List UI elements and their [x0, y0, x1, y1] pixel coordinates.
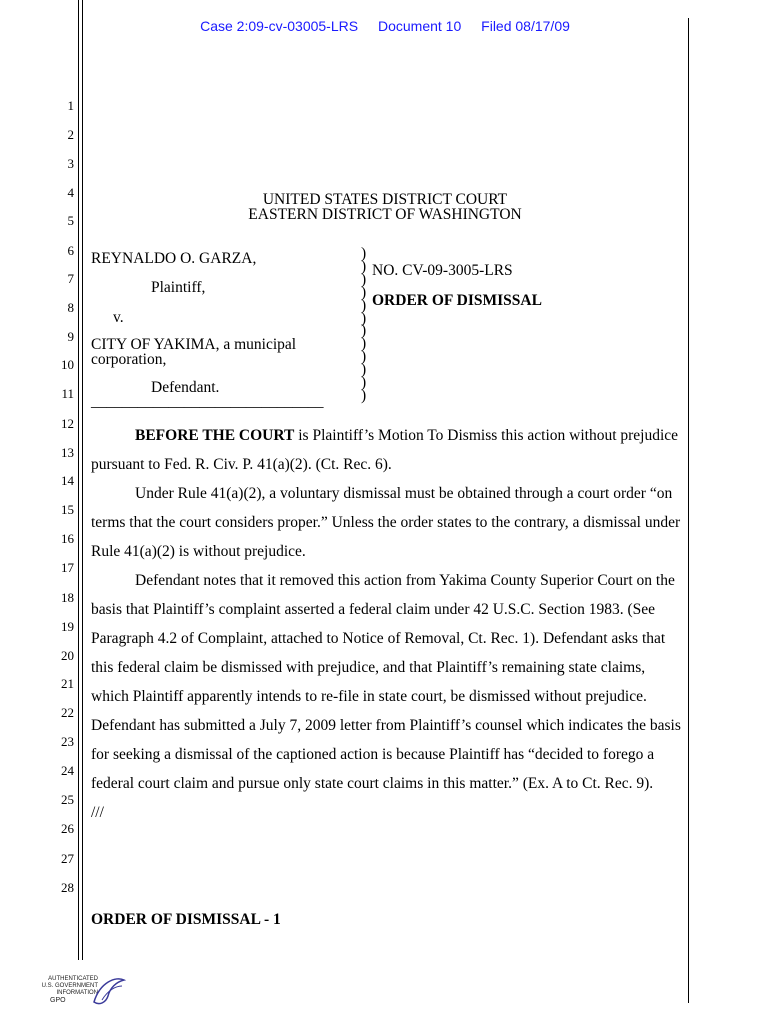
- gpo-line-2: U.S. GOVERNMENT: [41, 983, 98, 989]
- court-district: EASTERN DISTRICT OF WASHINGTON: [248, 206, 522, 223]
- line-number: 11: [61, 386, 74, 401]
- continuation-mark: ///: [91, 804, 104, 821]
- footer-title: ORDER OF DISMISSAL - 1: [91, 911, 281, 928]
- document-number-stamp: Document 10: [377, 18, 462, 34]
- plaintiff-name: REYNALDO O. GARZA,: [91, 250, 257, 267]
- gpo-eagle-icon: [88, 972, 128, 1012]
- line-number: 12: [61, 416, 74, 431]
- caption-paren: ): [361, 386, 367, 404]
- case-number-stamp: Case 2:09-cv-03005-LRS: [200, 18, 359, 34]
- line-number: 14: [61, 473, 74, 488]
- paragraph-1-lead: BEFORE THE COURT: [135, 427, 295, 444]
- line-number: 27: [61, 851, 74, 866]
- right-margin-rule: [688, 18, 689, 1003]
- defendant-description: corporation,: [91, 351, 167, 368]
- line-number: 16: [61, 531, 74, 546]
- gpo-line-3: INFORMATION: [56, 990, 98, 996]
- caption-paren: ): [361, 257, 367, 275]
- line-number: 3: [67, 156, 74, 171]
- paragraph-1-text: is Plaintiff’s Motion To Dismiss this action without prejudice pursuant to Fed. R. Civ. P. 41(a)(2). (Ct. Rec. 6).: [91, 427, 679, 473]
- caption-paren: ): [361, 348, 367, 366]
- line-number: 25: [61, 792, 74, 807]
- plaintiff-label: Plaintiff,: [151, 279, 206, 296]
- caption-paren: ): [361, 361, 367, 379]
- line-number: 4: [67, 185, 74, 200]
- line-number: 5: [67, 213, 74, 228]
- caption-paren: ): [361, 270, 367, 288]
- case-number: NO. CV-09-3005-LRS: [372, 262, 513, 279]
- paragraph-3: Defendant notes that it removed this action from Yakima County Superior Court on the basis that Plaintiff’s complaint asserted a federal claim under 42 U.S.C. Section 1983. (See Paragraph 4.2 of Complaint, attached to Notice of Removal, Ct. Rec. 1). Defendant asks that this federal claim be dismissed with prejudice, and that Plaintiff’s remaining state claims, which Plaintiff apparently intends to re-file in state court, be dismissed without prejudice. Defendant has submitted a July 7, 2009 letter from Plaintiff’s counsel which indicates the basis for seeking a dismissal of the captioned action is because Plaintiff has “decided to forego a federal court claim and pursue only state court claims in this matter.” (Ex. A to Ct. Rec. 9).: [91, 572, 681, 792]
- gpo-authentication-seal: [28, 972, 128, 1012]
- line-number: 13: [61, 445, 74, 460]
- line-number: 9: [67, 329, 74, 344]
- line-number: 2: [67, 127, 74, 142]
- line-number: 10: [61, 357, 74, 372]
- line-number: 6: [67, 243, 74, 258]
- left-margin-rule: [78, 0, 79, 960]
- line-number: 17: [61, 560, 74, 575]
- court-heading: [90, 192, 680, 222]
- defendant-label: Defendant.: [151, 379, 220, 396]
- caption-paren: ): [361, 283, 367, 301]
- line-number: 18: [61, 590, 74, 605]
- document-title: ORDER OF DISMISSAL: [372, 292, 542, 309]
- caption-paren: ): [361, 309, 367, 327]
- line-number: 22: [61, 705, 74, 720]
- line-number: 26: [61, 821, 74, 836]
- filing-stamp: [0, 18, 770, 34]
- caption-parentheses: [361, 245, 367, 404]
- line-number: 28: [61, 880, 74, 895]
- line-number: 20: [61, 648, 74, 663]
- paragraph-1: [91, 421, 681, 479]
- line-number: 8: [67, 300, 74, 315]
- line-number: 24: [61, 763, 74, 778]
- caption-underline: ______________________________: [91, 393, 324, 410]
- line-number: 21: [61, 676, 74, 691]
- gpo-mark: GPO: [50, 997, 66, 1004]
- caption-paren: ): [361, 322, 367, 340]
- left-margin-rule-inner: [82, 0, 83, 960]
- line-number: 23: [61, 734, 74, 749]
- line-number: 7: [67, 271, 74, 286]
- line-number: 15: [61, 502, 74, 517]
- paragraph-2: Under Rule 41(a)(2), a voluntary dismissal must be obtained through a court order “on terms that the court considers proper.” Unless the order states to the contrary, a dismissal under Rule 41(a)(2) is without prejudice.: [91, 485, 681, 560]
- line-number: 19: [61, 619, 74, 634]
- versus: v.: [113, 309, 124, 326]
- caption-paren: ): [361, 374, 367, 392]
- filed-date-stamp: Filed 08/17/09: [481, 18, 570, 34]
- gpo-line-1: AUTHENTICATED: [48, 976, 98, 982]
- court-name: UNITED STATES DISTRICT COURT: [262, 191, 508, 208]
- caption-paren: ): [361, 245, 367, 262]
- line-number: 1: [67, 98, 74, 113]
- order-body: [91, 421, 681, 827]
- caption-paren: ): [361, 335, 367, 353]
- defendant-name: CITY OF YAKIMA, a municipal: [91, 336, 297, 353]
- caption-paren: ): [361, 296, 367, 314]
